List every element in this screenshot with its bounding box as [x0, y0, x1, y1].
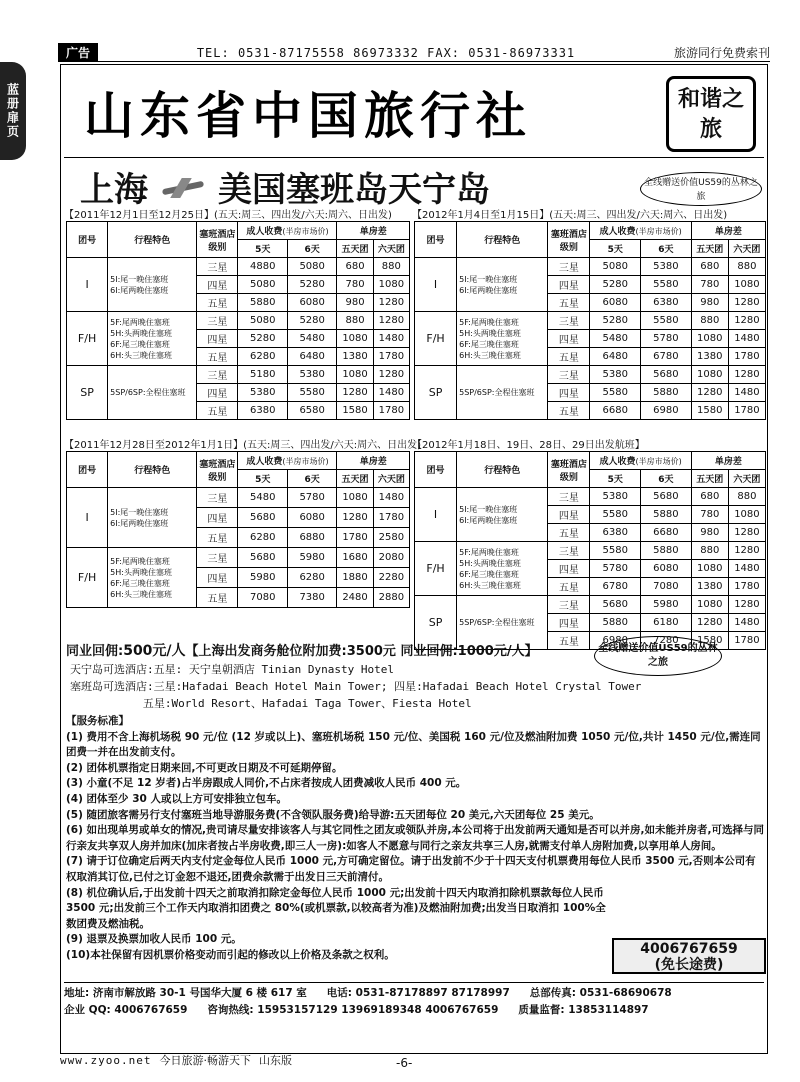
col-5day-tour: 五天团 — [337, 240, 373, 258]
hotel-level: 五星 — [197, 588, 238, 608]
price-cell: 7380 — [287, 588, 336, 608]
col-group: 团号 — [67, 222, 108, 258]
price-cell: 1080 — [373, 276, 409, 294]
price-table — [66, 451, 410, 608]
hotel-level: 三星 — [548, 366, 590, 384]
price-cell: 5080 — [238, 276, 287, 294]
business-class-note: 【上海出发商务舱位附加费:3500元 同业回佣:1000元/人】 — [185, 644, 538, 659]
col-6day: 6天 — [641, 240, 692, 258]
page-bottom — [60, 1052, 768, 1068]
price-cell: 980 — [691, 294, 728, 312]
price-cell: 1780 — [373, 348, 409, 366]
col-6day: 6天 — [641, 470, 692, 488]
price-cell: 7280 — [641, 632, 692, 650]
price-cell: 6080 — [287, 294, 336, 312]
col-hotel: 塞班酒店级别 — [197, 222, 238, 258]
price-cell: 2880 — [373, 588, 409, 608]
commission-label: 同业回佣: — [66, 644, 124, 659]
price-cell: 5880 — [238, 294, 287, 312]
page-header — [58, 44, 770, 62]
hotline-note: (免长途费) — [654, 957, 724, 973]
price-cell: 1580 — [337, 402, 373, 420]
price-cell: 880 — [691, 542, 728, 560]
price-cell: 6680 — [641, 524, 692, 542]
col-itinerary: 行程特色 — [108, 222, 197, 258]
address: 地址: 济南市解放路 30-1 号国华大厦 6 楼 617 室 — [64, 987, 307, 999]
hotel-level: 四星 — [548, 506, 590, 524]
col-6day-tour: 六天团 — [373, 240, 409, 258]
itinerary: 5SP/6SP:全程住塞班 — [108, 366, 197, 420]
price-cell: 5780 — [641, 330, 692, 348]
price-cell: 1580 — [691, 402, 728, 420]
price-cell: 6280 — [287, 568, 336, 588]
table-row — [415, 596, 766, 614]
price-cell: 5480 — [238, 488, 287, 508]
price-cell: 1480 — [728, 330, 765, 348]
price-cell: 1280 — [728, 294, 765, 312]
hotel-level: 五星 — [197, 348, 238, 366]
page-number: -6- — [396, 1056, 413, 1070]
price-cell: 6480 — [287, 348, 336, 366]
group-code: SP — [67, 366, 108, 420]
price-cell: 1880 — [337, 568, 373, 588]
header-contact: TEL: 0531-87175558 86973332 FAX: 0531-86973331 — [196, 45, 576, 60]
price-cell: 6480 — [590, 348, 641, 366]
price-cell: 1680 — [337, 548, 373, 568]
price-cell: 1280 — [728, 312, 765, 330]
hotel-level: 三星 — [197, 488, 238, 508]
table-row — [67, 312, 410, 330]
service-item: (9) 退票及换票加收人民币 100 元。 — [66, 933, 242, 946]
header-right-text: 旅游同行免费索刊 — [673, 46, 770, 60]
table-row — [415, 366, 766, 384]
section-title: 【2011年12月28日至2012年1月1日】(五天:周三、四出发/六天:周六、日出发) — [64, 440, 421, 451]
price-cell: 5280 — [590, 312, 641, 330]
itinerary: 5F:尾两晚住塞班 5H:头两晚住塞班 6F:尾三晚住塞班 6H:头三晚住塞班 — [457, 542, 548, 596]
price-cell: 680 — [691, 488, 728, 506]
price-cell: 880 — [728, 488, 765, 506]
price-cell: 1780 — [728, 632, 765, 650]
col-hotel: 塞班酒店级别 — [548, 452, 590, 488]
price-cell: 5380 — [590, 366, 641, 384]
col-single: 单房差 — [691, 222, 765, 240]
group-code: I — [415, 258, 457, 312]
route-title — [80, 162, 490, 211]
ad-label: 广告 — [58, 43, 98, 62]
price-cell: 1480 — [373, 330, 409, 348]
section-title: 【2012年1月4日至1月15日】(五天:周三、四出发/六天:周六、日出发) — [412, 210, 728, 221]
price-cell: 5680 — [238, 508, 287, 528]
price-cell: 5680 — [641, 488, 692, 506]
price-cell: 1080 — [691, 366, 728, 384]
price-cell: 1280 — [691, 384, 728, 402]
hotel-level: 四星 — [197, 276, 238, 294]
price-cell: 880 — [337, 312, 373, 330]
group-code: F/H — [67, 548, 108, 608]
hotel-level: 五星 — [197, 528, 238, 548]
col-6day: 6天 — [287, 470, 336, 488]
price-cell: 6180 — [641, 614, 692, 632]
price-cell: 1280 — [728, 596, 765, 614]
service-item: (1) 费用不含上海机场税 90 元/位 (12 岁或以上)、塞班机场税 150 元/位、美国税 160 元/位及燃油附加费 1050 元/位,共计 1450 元/位,需连同团费一并在出发前支付。 — [66, 730, 761, 759]
price-cell: 5480 — [590, 330, 641, 348]
hotel-level: 三星 — [548, 542, 590, 560]
price-cell: 2580 — [373, 528, 409, 548]
itinerary: 5SP/6SP:全程住塞班 — [457, 596, 548, 650]
price-cell: 1380 — [691, 578, 728, 596]
col-itinerary: 行程特色 — [457, 452, 548, 488]
price-cell: 1280 — [337, 508, 373, 528]
price-cell: 5280 — [287, 312, 336, 330]
price-cell: 5880 — [641, 542, 692, 560]
col-5day: 5天 — [238, 240, 287, 258]
itinerary: 5F:尾两晚住塞班 5H:头两晚住塞班 6F:尾三晚住塞班 6H:头三晚住塞班 — [457, 312, 548, 366]
price-cell: 6280 — [238, 528, 287, 548]
side-tab: 蓝册扉页 — [0, 62, 26, 160]
price-cell: 5680 — [590, 596, 641, 614]
hotel-level: 五星 — [197, 294, 238, 312]
col-6day: 6天 — [287, 240, 336, 258]
itinerary: 5I:尾一晚住塞班 6I:尾两晚住塞班 — [457, 488, 548, 542]
service-item: (6) 如出现单男或单女的情况,贵司请尽量安排该客人与其它同性之团友或领队并房,本公司将于出发前两天通知是否可以并房,如未能并房者,可选择与同行亲友共享双人房并加床(加床者按占半房收费,即三人一房):如客人不愿意与同行之亲友共享三人房,就需支付单人房附加费,以享用单人房间。 — [66, 824, 765, 852]
hotel-level: 五星 — [548, 632, 590, 650]
hotel-level: 四星 — [197, 508, 238, 528]
col-5day: 5天 — [590, 470, 641, 488]
fax-line: 总部传真: 0531-68690678 — [529, 987, 672, 999]
col-6day-tour: 六天团 — [728, 240, 765, 258]
price-cell: 5480 — [287, 330, 336, 348]
phone-line: 电话: 0531-87178897 87178997 — [326, 987, 510, 999]
commission-line — [66, 640, 538, 660]
hotel-level: 三星 — [197, 366, 238, 384]
price-cell: 7080 — [641, 578, 692, 596]
commission-amount: 500元/人 — [123, 643, 186, 659]
hotel-level: 四星 — [197, 330, 238, 348]
group-code: F/H — [67, 312, 108, 366]
qq-line: 企业 QQ: 4006767659 — [64, 1004, 188, 1016]
service-terms — [66, 714, 766, 964]
table-row — [67, 258, 410, 276]
hotel-level: 五星 — [548, 348, 590, 366]
col-5day: 5天 — [238, 470, 287, 488]
price-table — [414, 451, 766, 650]
price-cell: 1780 — [728, 402, 765, 420]
price-cell: 1080 — [691, 560, 728, 578]
hotel-level: 四星 — [548, 330, 590, 348]
col-adult: 成人收费(半房市场价) — [590, 452, 691, 470]
service-item: (4) 团体至少 30 人或以上方可安排独立包车。 — [66, 792, 287, 805]
price-cell: 1280 — [728, 366, 765, 384]
price-cell: 6380 — [590, 524, 641, 542]
hotel-level: 三星 — [548, 596, 590, 614]
price-cell: 1580 — [691, 632, 728, 650]
price-cell: 5580 — [641, 276, 692, 294]
price-cell: 5580 — [287, 384, 336, 402]
price-table — [66, 221, 410, 420]
hotel-saipan: 塞班岛可选酒店:三星:Hafadai Beach Hotel Main Tower; 四星:Hafadai Beach Hotel Crystal Tower — [70, 680, 642, 693]
price-cell: 6980 — [590, 632, 641, 650]
price-cell: 5080 — [287, 258, 336, 276]
price-cell: 1480 — [728, 614, 765, 632]
hotline-box — [612, 938, 766, 974]
hotel-level: 五星 — [197, 402, 238, 420]
service-item: (3) 小童(不足 12 岁者)占半房跟成人同价,不占床者按成人团费减收人民币 400 元。 — [66, 777, 467, 790]
price-cell: 5280 — [287, 276, 336, 294]
section-title: 【2011年12月1日至12月25日】(五天:周三、四出发/六天:周六、日出发) — [64, 210, 392, 221]
price-cell: 5780 — [590, 560, 641, 578]
table-row — [415, 542, 766, 560]
price-cell: 780 — [691, 276, 728, 294]
service-item: (10)本社保留有因机票价格变动而引起的修改以上价格及条款之权利。 — [66, 948, 395, 961]
price-cell: 680 — [691, 258, 728, 276]
col-single: 单房差 — [337, 452, 410, 470]
price-cell: 6080 — [287, 508, 336, 528]
price-cell: 1280 — [373, 312, 409, 330]
price-cell: 5680 — [641, 366, 692, 384]
price-cell: 1780 — [337, 528, 373, 548]
price-cell: 1480 — [373, 384, 409, 402]
group-code: F/H — [415, 542, 457, 596]
price-cell: 1280 — [337, 384, 373, 402]
price-cell: 6280 — [238, 348, 287, 366]
col-adult: 成人收费(半房市场价) — [238, 452, 337, 470]
price-cell: 1480 — [373, 488, 409, 508]
itinerary: 5I:尾一晚住塞班 6I:尾两晚住塞班 — [457, 258, 548, 312]
price-cell: 1280 — [691, 614, 728, 632]
hotel-level: 四星 — [197, 384, 238, 402]
service-item: (5) 随团旅客需另行支付塞班当地导游服务费(不含领队服务费)给导游:五天团每位 20 美元,六天团每位 25 美元。 — [66, 808, 600, 821]
col-group: 团号 — [415, 222, 457, 258]
price-cell: 6780 — [590, 578, 641, 596]
harmony-seal: 和谐之旅 — [666, 76, 756, 152]
price-cell: 5580 — [641, 312, 692, 330]
col-single: 单房差 — [337, 222, 410, 240]
price-cell: 5980 — [641, 596, 692, 614]
price-cell: 1280 — [728, 524, 765, 542]
price-cell: 1780 — [728, 578, 765, 596]
price-cell: 1080 — [337, 488, 373, 508]
price-cell: 1080 — [337, 330, 373, 348]
price-cell: 5880 — [590, 614, 641, 632]
price-cell: 5080 — [590, 258, 641, 276]
price-cell: 780 — [691, 506, 728, 524]
price-cell: 1380 — [691, 348, 728, 366]
price-cell: 1280 — [373, 294, 409, 312]
section-title: 【2012年1月18日、19日、28日、29日出发航班】 — [412, 440, 645, 451]
service-title: 【服务标准】 — [66, 715, 129, 727]
price-cell: 1780 — [728, 348, 765, 366]
table-row — [415, 488, 766, 506]
price-cell: 6380 — [641, 294, 692, 312]
itinerary: 5F:尾两晚住塞班 5H:头两晚住塞班 6F:尾三晚住塞班 6H:头三晚住塞班 — [108, 548, 197, 608]
price-cell: 5180 — [238, 366, 287, 384]
price-cell: 5580 — [590, 384, 641, 402]
edition: 山东版 — [258, 1054, 292, 1067]
price-cell: 1780 — [373, 508, 409, 528]
price-cell: 880 — [373, 258, 409, 276]
hotel-level: 四星 — [548, 276, 590, 294]
itinerary: 5I:尾一晚住塞班 6I:尾两晚住塞班 — [108, 488, 197, 548]
price-cell: 7080 — [238, 588, 287, 608]
price-cell: 6380 — [238, 402, 287, 420]
price-cell: 780 — [337, 276, 373, 294]
hotel-saipan-5star: 五星:World Resort、Hafadai Taga Tower、Fiesta Hotel — [70, 697, 472, 710]
price-cell: 6080 — [590, 294, 641, 312]
price-cell: 5880 — [641, 506, 692, 524]
route-from: 上海 — [80, 170, 148, 210]
quality-line: 质量监督: 13853114897 — [518, 1004, 649, 1016]
hotline-line: 咨询热线: 15953157129 13969189348 4006767659 — [207, 1004, 499, 1016]
price-cell: 1480 — [728, 560, 765, 578]
price-cell: 880 — [728, 258, 765, 276]
price-cell: 5980 — [287, 548, 336, 568]
hotel-level: 三星 — [197, 258, 238, 276]
col-group: 团号 — [415, 452, 457, 488]
hotel-level: 三星 — [548, 258, 590, 276]
price-cell: 5580 — [590, 542, 641, 560]
slogan: 今日旅游·畅游天下 — [159, 1054, 251, 1067]
price-cell: 6080 — [641, 560, 692, 578]
table-row — [67, 548, 410, 568]
hotel-level: 五星 — [548, 294, 590, 312]
col-5day-tour: 五天团 — [337, 470, 373, 488]
col-hotel: 塞班酒店级别 — [197, 452, 238, 488]
price-cell: 1480 — [728, 384, 765, 402]
group-code: F/H — [415, 312, 457, 366]
group-code: I — [67, 488, 108, 548]
hotel-tinian: 天宁岛可选酒店:五星: 天宁皇朝酒店 Tinian Dynasty Hotel — [70, 663, 394, 676]
hotel-level: 四星 — [548, 384, 590, 402]
col-adult: 成人收费(半房市场价) — [590, 222, 691, 240]
service-item: (2) 团体机票指定日期来回,不可更改日期及不可延期停留。 — [66, 761, 343, 774]
price-cell: 2480 — [337, 588, 373, 608]
col-itinerary: 行程特色 — [457, 222, 548, 258]
hotline-number: 4006767659 — [640, 941, 738, 957]
hotel-level: 四星 — [548, 560, 590, 578]
group-code: I — [415, 488, 457, 542]
table-row — [415, 258, 766, 276]
gift-badge-top: 全线赠送价值US59的丛林之旅 — [640, 172, 762, 206]
col-5day: 5天 — [590, 240, 641, 258]
price-cell: 5680 — [238, 548, 287, 568]
price-cell: 5280 — [590, 276, 641, 294]
hotel-level: 五星 — [548, 402, 590, 420]
price-cell: 5380 — [590, 488, 641, 506]
col-hotel: 塞班酒店级别 — [548, 222, 590, 258]
price-cell: 1080 — [337, 366, 373, 384]
col-adult: 成人收费(半房市场价) — [238, 222, 337, 240]
col-itinerary: 行程特色 — [108, 452, 197, 488]
price-cell: 1080 — [728, 276, 765, 294]
hotel-level: 三星 — [548, 488, 590, 506]
table-row — [67, 488, 410, 508]
table-row — [415, 312, 766, 330]
price-cell: 1080 — [728, 506, 765, 524]
price-cell: 680 — [337, 258, 373, 276]
hotel-level: 四星 — [197, 568, 238, 588]
price-cell: 980 — [337, 294, 373, 312]
price-cell: 5380 — [641, 258, 692, 276]
itinerary: 5SP/6SP:全程住塞班 — [457, 366, 548, 420]
price-cell: 1380 — [337, 348, 373, 366]
price-cell: 5880 — [641, 384, 692, 402]
price-cell: 880 — [691, 312, 728, 330]
service-item: (7) 请于订位确定后两天内支付定金每位人民币 1000 元,方可确定留位。请于出发前不少于十四天支付机票费用每位人民币 3500 元,否则本公司有权取消其订位,已付之订金恕不退还,团费余款需于出发日三天前清付。 — [66, 855, 756, 883]
price-cell: 6980 — [641, 402, 692, 420]
price-cell: 1280 — [373, 366, 409, 384]
itinerary: 5I:尾一晚住塞班 6I:尾两晚住塞班 — [108, 258, 197, 312]
col-6day-tour: 六天团 — [373, 470, 409, 488]
airplane-icon — [158, 174, 208, 200]
price-cell: 5780 — [287, 488, 336, 508]
brand-banner — [64, 68, 764, 158]
price-cell: 4880 — [238, 258, 287, 276]
price-cell: 2080 — [373, 548, 409, 568]
gift-badge-mid: 全线赠送价值US59的丛林之旅 — [594, 636, 722, 676]
price-cell: 5980 — [238, 568, 287, 588]
col-5day-tour: 五天团 — [691, 470, 728, 488]
hotel-level: 三星 — [197, 312, 238, 330]
price-cell: 5280 — [238, 330, 287, 348]
agency-name: 山东省中国旅行社 — [84, 86, 532, 145]
hotel-level: 五星 — [548, 578, 590, 596]
route-to: 美国塞班岛天宁岛 — [218, 170, 490, 210]
hotel-level: 三星 — [197, 548, 238, 568]
price-cell: 1080 — [691, 596, 728, 614]
col-group: 团号 — [67, 452, 108, 488]
hotel-level: 四星 — [548, 614, 590, 632]
price-cell: 5580 — [590, 506, 641, 524]
contact-footer — [64, 982, 764, 1022]
table-row — [67, 366, 410, 384]
hotel-level: 三星 — [548, 312, 590, 330]
price-cell: 5380 — [238, 384, 287, 402]
price-cell: 6680 — [590, 402, 641, 420]
price-cell: 1080 — [691, 330, 728, 348]
group-code: SP — [415, 366, 457, 420]
service-item: (8) 机位确认后,于出发前十四天之前取消扣除定金每位人民币 1000 元;出发前十四天内取消扣除机票款每位人民币 3500 元;出发前三个工作天内取消扣团费之 80%(或机票款,以较高者为准)及燃油附加费;出发当日取消扣 100%全数团费及燃油税。 — [66, 886, 606, 930]
price-cell: 980 — [691, 524, 728, 542]
col-5day-tour: 五天团 — [691, 240, 728, 258]
hotel-level: 五星 — [548, 524, 590, 542]
price-cell: 2280 — [373, 568, 409, 588]
group-code: SP — [415, 596, 457, 650]
website: www.zyoo.net — [60, 1053, 152, 1067]
col-6day-tour: 六天团 — [728, 470, 765, 488]
price-cell: 1280 — [728, 542, 765, 560]
price-cell: 5380 — [287, 366, 336, 384]
price-cell: 5080 — [238, 312, 287, 330]
price-cell: 6780 — [641, 348, 692, 366]
price-table — [414, 221, 766, 420]
price-cell: 6880 — [287, 528, 336, 548]
group-code: I — [67, 258, 108, 312]
itinerary: 5F:尾两晚住塞班 5H:头两晚住塞班 6F:尾三晚住塞班 6H:头三晚住塞班 — [108, 312, 197, 366]
price-cell: 1780 — [373, 402, 409, 420]
price-cell: 6580 — [287, 402, 336, 420]
col-single: 单房差 — [691, 452, 765, 470]
